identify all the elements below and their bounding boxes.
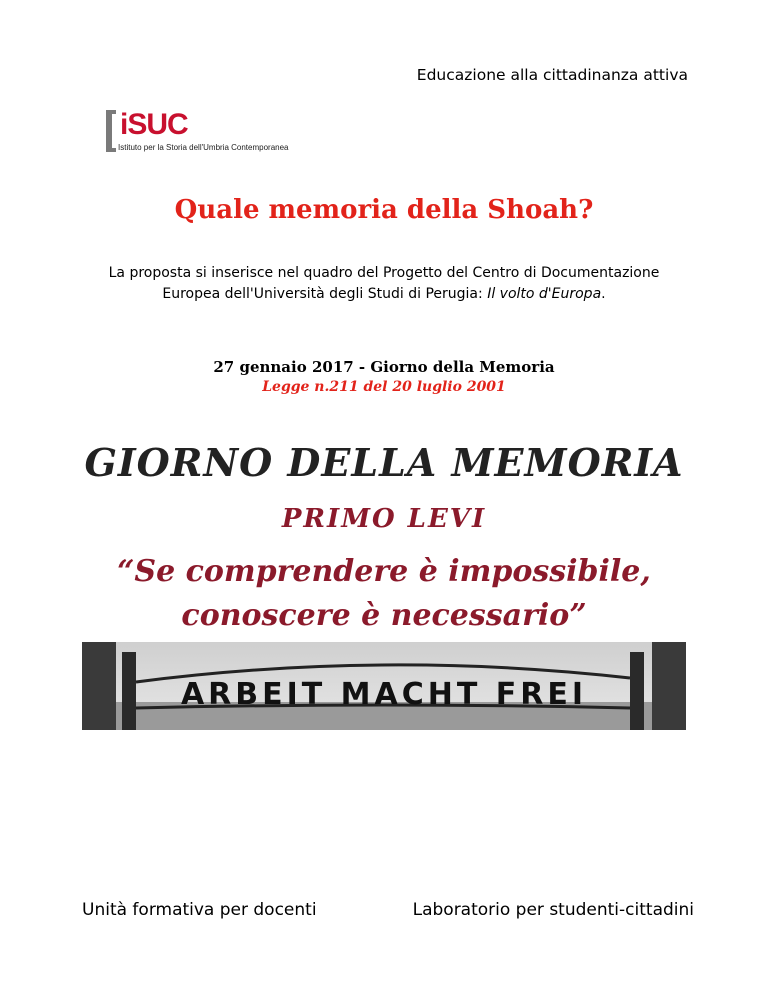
isuc-logo [106, 110, 346, 154]
logo-bracket-icon [106, 110, 116, 152]
footer-teachers-unit: Unità formativa per docenti [82, 900, 317, 920]
event-date: 27 gennaio 2017 - Giorno della Memoria [213, 358, 555, 376]
logo-wordmark: iSUC [120, 108, 188, 141]
poster-quote: “Se comprendere è impossibile, conoscere è necessario” [117, 554, 651, 633]
project-name: Il volto d'Europa [487, 286, 602, 302]
memorial-poster [82, 440, 686, 730]
poster-heading: GIORNO DELLA MEMORIA [84, 440, 684, 485]
intro-paragraph [0, 263, 768, 305]
intro-line-2: Europea dell'Università degli Studi di Perugia: Il volto d'Europa. [162, 286, 606, 302]
poster-author: PRIMO LEVI [281, 504, 487, 534]
gate-photo [82, 642, 686, 730]
gate-sign-text: ARBEIT MACHT FREI [180, 677, 588, 712]
footer-students-lab: Laboratorio per studenti-cittadini [412, 900, 694, 920]
law-reference: Legge n.211 del 20 luglio 2001 [262, 379, 506, 395]
header-tagline: Educazione alla cittadinanza attiva [416, 66, 688, 84]
page-title: Quale memoria della Shoah? [174, 195, 594, 225]
intro-line-1: La proposta si inserisce nel quadro del Progetto del Centro di Documentazione [108, 265, 660, 281]
logo-subtitle: Istituto per la Storia dell'Umbria Contemporanea [118, 143, 289, 152]
